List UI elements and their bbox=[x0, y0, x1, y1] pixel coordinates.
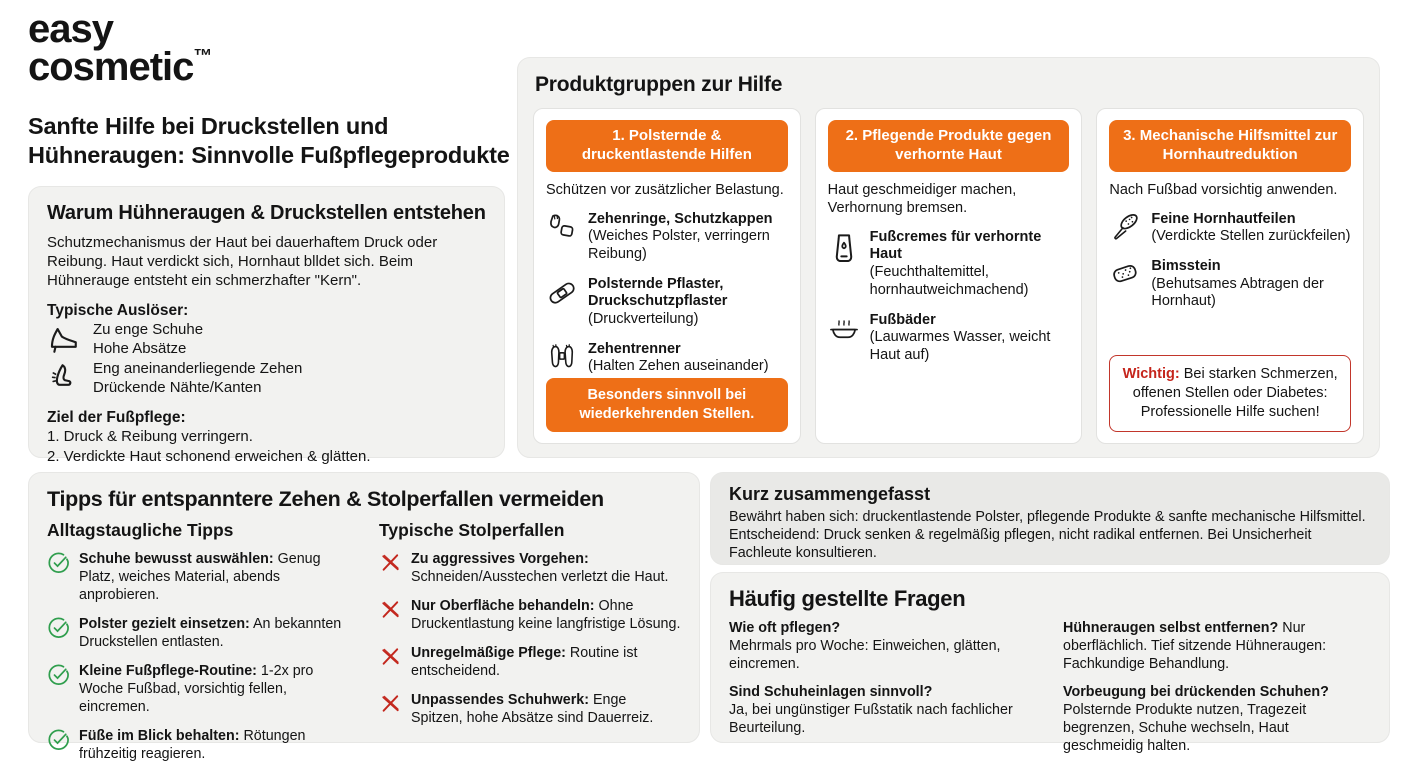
product-item-name: Feine Hornhautfeilen bbox=[1151, 210, 1296, 227]
pitfall-item bbox=[379, 691, 681, 727]
pitfall-text: Schneiden/Ausstechen verletzt die Haut. bbox=[411, 569, 669, 585]
brand-logo-line2: cosmetic bbox=[28, 45, 194, 89]
tips-column-title: Alltagstaugliche Tipps bbox=[47, 520, 234, 540]
x-mark-icon bbox=[379, 551, 402, 574]
goal-item: 1. Druck & Reibung verringern. bbox=[47, 427, 253, 445]
trigger-line: Eng aneinanderliegende Zehen bbox=[93, 359, 303, 377]
x-mark-icon bbox=[379, 645, 402, 668]
tip-lead: Polster gezielt einsetzen: bbox=[79, 616, 250, 632]
faq-question: Wie oft pflegen? bbox=[729, 620, 841, 636]
product-item bbox=[546, 341, 788, 376]
warning-text: Bei starken Schmerzen, offenen Stellen oder Diabetes: Professionelle Hilfe suchen! bbox=[1132, 366, 1338, 421]
product-item-name: Fußbäder bbox=[869, 311, 936, 328]
pitfall-item bbox=[379, 550, 681, 586]
page-title: Sanfte Hilfe bei Druckstellen und Hühneraugen: Sinnvolle Fußpflegeprodukte bbox=[28, 113, 510, 168]
faq-answer: Ja, bei ungünstiger Fußstatik nach fachlicher Beurteilung. bbox=[729, 702, 1013, 736]
pitfall-item bbox=[379, 644, 681, 680]
tips-column bbox=[47, 520, 349, 774]
toe-cap-icon bbox=[546, 212, 578, 264]
product-item-name: Polsternde Pflaster, Druckschutzpflaster bbox=[588, 275, 728, 310]
pitfall-lead: Zu aggressives Vorgehen: bbox=[411, 551, 589, 567]
trigger-line: Hohe Absätze bbox=[93, 340, 187, 358]
pitfall-lead: Unregelmäßige Pflege: bbox=[411, 645, 566, 661]
high-heel-icon bbox=[47, 322, 81, 356]
product-card-badge: 1. Polsternde & druckentlastende Hilfen bbox=[546, 120, 788, 172]
product-item bbox=[546, 211, 788, 264]
pitfall-lead: Unpassendes Schuhwerk: bbox=[411, 692, 589, 708]
tip-text: 1-2x pro Woche Fußbad, vorsichtig fellen, eincremen. bbox=[79, 663, 314, 715]
faq-answer: Mehrmals pro Woche: Einweichen, glätten, eincremen. bbox=[729, 638, 1001, 672]
tip-lead: Kleine Fußpflege-Routine: bbox=[79, 663, 257, 679]
brand-logo bbox=[28, 7, 213, 89]
tips-card-title: Tipps für entspanntere Zehen & Stolperfallen vermeiden bbox=[47, 487, 604, 511]
pumice-stone-icon bbox=[1109, 259, 1141, 311]
product-card-subtitle: Haut geschmeidiger machen, Verhornung bremsen. bbox=[827, 181, 1017, 216]
why-card-title: Warum Hühneraugen & Druckstellen entstehen bbox=[47, 202, 486, 224]
product-item bbox=[828, 312, 1070, 365]
product-card-subtitle: Schützen vor zusätzlicher Belastung. bbox=[546, 181, 784, 198]
product-item-desc: (Feuchthaltemittel, hornhautweichmachend) bbox=[869, 264, 1029, 298]
goal-item: 2. Verdickte Haut schonend erweichen & glätten. bbox=[47, 447, 371, 465]
faq-item bbox=[1063, 619, 1371, 673]
pitfall-text: Routine ist entscheidend. bbox=[411, 645, 638, 679]
pitfall-item bbox=[379, 597, 681, 633]
foot-file-icon bbox=[1109, 212, 1141, 246]
trademark-symbol: ™ bbox=[193, 46, 213, 67]
pitfall-text: Enge Spitzen, hohe Absätze sind Dauerreiz. bbox=[411, 692, 654, 726]
faq-question: Sind Schuheinlagen sinnvoll? bbox=[729, 684, 933, 700]
product-card-footer-badge: Besonders sinnvoll bei wiederkehrenden Stellen. bbox=[546, 378, 788, 432]
faq-title: Häufig gestellte Fragen bbox=[729, 586, 966, 611]
product-item-desc: (Behutsames Abtragen der Hornhaut) bbox=[1151, 275, 1324, 310]
faq-item bbox=[729, 683, 1037, 737]
x-mark-icon bbox=[379, 692, 402, 715]
pitfall-text: Ohne Druckentlastung keine langfristige Lösung. bbox=[411, 598, 681, 632]
warning-label: Wichtig: bbox=[1122, 366, 1180, 383]
warning-box bbox=[1109, 355, 1351, 432]
summary-title: Kurz zusammengefasst bbox=[729, 484, 931, 504]
foot-icon bbox=[47, 361, 81, 395]
check-circle-icon bbox=[47, 616, 70, 639]
check-circle-icon bbox=[47, 551, 70, 574]
product-item-name: Zehentrenner bbox=[588, 340, 681, 357]
product-item-desc: (Halten Zehen auseinander) bbox=[588, 358, 769, 375]
faq-column bbox=[1063, 619, 1371, 765]
summary-body: Bewährt haben sich: druckentlastende Polster, pflegende Produkte & sanfte mechanische Hilfsmittel. Entscheidend: Druck senken & regelmäßig pflegen, nicht radikal entfernen. Bei Unsicherheit Fachleute konsultieren. bbox=[729, 509, 1366, 561]
product-groups-card bbox=[517, 57, 1380, 458]
triggers-title: Typische Auslöser: bbox=[47, 301, 189, 319]
product-item-desc: (Verdickte Stellen zurückfeilen) bbox=[1151, 228, 1351, 245]
product-card-badge: 2. Pflegende Produkte gegen verhornte Haut bbox=[828, 120, 1070, 172]
goal-title: Ziel der Fußpflege: bbox=[47, 408, 186, 426]
faq-item bbox=[729, 619, 1037, 673]
brand-logo-line1: easy bbox=[28, 7, 113, 51]
plaster-icon bbox=[546, 277, 578, 329]
product-item bbox=[828, 229, 1070, 300]
toe-separator-icon bbox=[546, 342, 578, 376]
faq-answer: Polsternde Produkte nutzen, Tragezeit begrenzen, Schuhe wechseln, Haut geschmeidig halten. bbox=[1063, 702, 1307, 754]
product-item bbox=[1109, 258, 1351, 311]
pitfall-lead: Nur Oberfläche behandeln: bbox=[411, 598, 595, 614]
check-circle-icon bbox=[47, 728, 70, 751]
product-item-desc: (Druckverteilung) bbox=[588, 311, 699, 328]
check-circle-icon bbox=[47, 663, 70, 686]
faq-question: Hühneraugen selbst entfernen? bbox=[1063, 620, 1279, 636]
product-item-name: Bimsstein bbox=[1151, 258, 1221, 274]
trigger-line: Drückende Nähte/Kanten bbox=[93, 379, 262, 397]
faq-card bbox=[710, 572, 1390, 754]
x-mark-icon bbox=[379, 598, 402, 621]
faq-column bbox=[729, 619, 1037, 765]
product-card-subtitle: Nach Fußbad vorsichtig anwenden. bbox=[1109, 181, 1338, 198]
faq-answer: Nur oberflächlich. Tief sitzende Hühneraugen: Fachkundige Behandlung. bbox=[1063, 620, 1327, 672]
product-card-badge: 3. Mechanische Hilfsmittel zur Hornhautreduktion bbox=[1109, 120, 1351, 172]
pitfalls-column-title: Typische Stolperfallen bbox=[379, 520, 565, 540]
trigger-item bbox=[47, 359, 486, 398]
tip-text: An bekannten Druckstellen entlasten. bbox=[79, 616, 342, 650]
product-item-desc: (Weiches Polster, verringern Reibung) bbox=[588, 228, 770, 262]
product-item bbox=[1109, 211, 1351, 246]
tips-card bbox=[28, 472, 700, 762]
tip-item bbox=[47, 615, 349, 651]
faq-item bbox=[1063, 683, 1371, 755]
tip-item bbox=[47, 662, 349, 716]
product-card-mechanical bbox=[1096, 108, 1364, 444]
tip-text: Genug Platz, weiches Material, abends anprobieren. bbox=[79, 551, 321, 603]
product-item-desc: (Lauwarmes Wasser, weicht Haut auf) bbox=[869, 329, 1051, 363]
tip-lead: Schuhe bewusst auswählen: bbox=[79, 551, 274, 567]
product-card-cushioning bbox=[533, 108, 801, 444]
why-corns-develop-card bbox=[28, 186, 505, 465]
product-item-name: Fußcremes für verhornte Haut bbox=[869, 228, 1042, 263]
product-groups-title: Produktgruppen zur Hilfe bbox=[535, 73, 783, 96]
cream-tube-icon bbox=[828, 230, 860, 300]
faq-question: Vorbeugung bei drückenden Schuhen? bbox=[1063, 684, 1329, 700]
foot-bath-icon bbox=[828, 313, 860, 365]
summary-card bbox=[710, 472, 1390, 565]
why-card-body: Schutzmechanismus der Haut bei dauerhaftem Druck oder Reibung. Haut verdickt sich, Hornhaut blldet sich. Beim Hühnerauge entsteht ein schmerzhafter "Kern". bbox=[47, 234, 438, 290]
product-card-skincare bbox=[815, 108, 1083, 444]
tip-item bbox=[47, 550, 349, 604]
tip-item bbox=[47, 727, 349, 763]
trigger-item bbox=[47, 320, 486, 359]
tip-text: Rötungen frühzeitig reagieren. bbox=[79, 728, 306, 762]
product-item bbox=[546, 276, 788, 329]
trigger-line: Zu enge Schuhe bbox=[93, 320, 204, 338]
pitfalls-column bbox=[379, 520, 681, 774]
tip-lead: Füße im Blick behalten: bbox=[79, 728, 240, 744]
product-item-name: Zehenringe, Schutzkappen bbox=[588, 210, 773, 227]
